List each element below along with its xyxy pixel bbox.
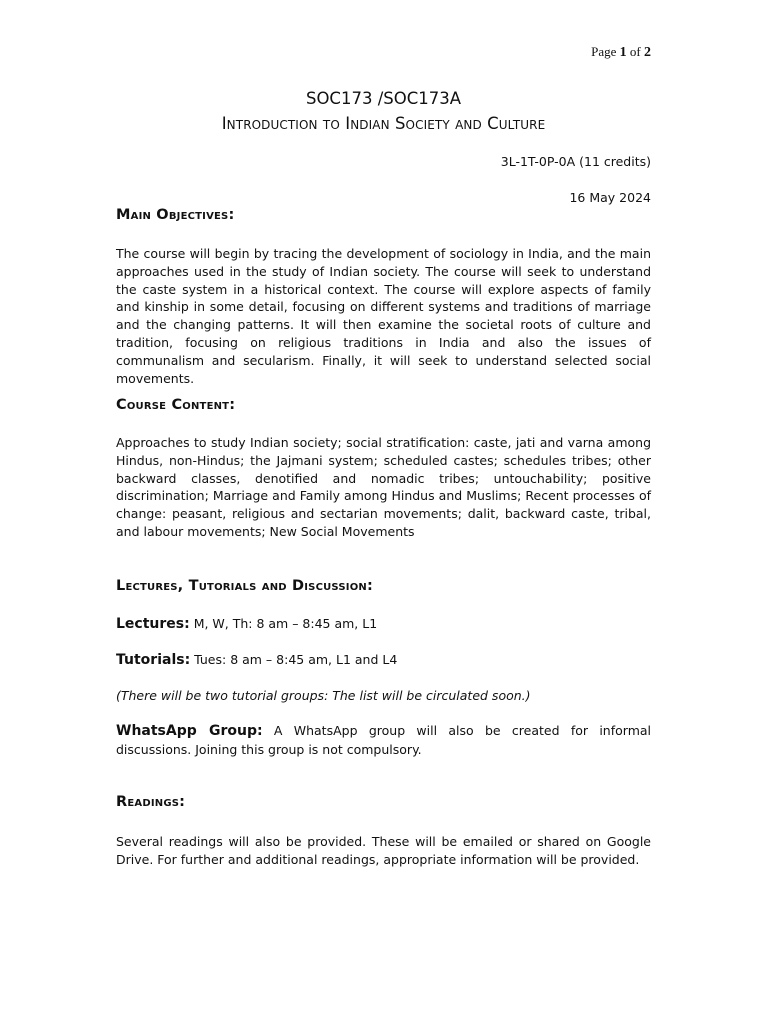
page-current: 1	[619, 45, 627, 60]
readings-heading: Readings:	[116, 794, 186, 810]
whatsapp-label: WhatsApp Group:	[116, 723, 263, 739]
page-total: 2	[644, 45, 651, 60]
tutorials-schedule: Tues: 8 am – 8:45 am, L1 and L4	[190, 652, 398, 667]
course-credits: 3L-1T-0P-0A (11 credits)	[500, 154, 651, 169]
tutorials-label: Tutorials:	[116, 652, 191, 668]
whatsapp-text: A WhatsApp group will also be created for informal discussions. Joining this group is not compulsory.	[116, 723, 651, 757]
objectives-heading: Main Objectives:	[116, 207, 235, 223]
page-of: of	[629, 44, 641, 59]
tutorials-line	[116, 651, 651, 670]
readings-text: Several readings will also be provided. These will be emailed or shared on Google Drive. For further and additional readings, appropriate information will be provided.	[116, 834, 651, 867]
lectures-schedule: M, W, Th: 8 am – 8:45 am, L1	[189, 616, 378, 631]
course-content-text: Approaches to study Indian society; social stratification: caste, jati and varna among Hindus, non-Hindus; the Jajmani system; scheduled castes; schedules tribes; other backward classes, denotified and nomadic tribes; untouchability; positive discrimination; Marriage and Family among Hindus and Muslims; Recent processes of change: peasant, religious and sectarian movements; dalit, backward caste, tribal, and labour movements; New Social Movements	[116, 435, 651, 539]
lectures-heading: Lectures, Tutorials and Discussion:	[116, 578, 373, 594]
whatsapp-paragraph	[116, 722, 651, 759]
course-content-heading: Course Content:	[116, 397, 236, 413]
course-code: SOC173 /SOC173A	[305, 89, 462, 108]
page-number	[591, 44, 651, 61]
course-title: Introduction to Indian Society and Culture	[221, 114, 546, 133]
document-date: 16 May 2024	[569, 190, 651, 205]
page-word: Page	[591, 44, 617, 59]
lectures-label: Lectures:	[116, 616, 190, 632]
lectures-line	[116, 615, 651, 634]
tutorial-groups-note: (There will be two tutorial groups: The list will be circulated soon.)	[116, 688, 531, 703]
objectives-text: The course will begin by tracing the development of sociology in India, and the main approaches used in the study of Indian society. The course will seek to understand the caste system in a historical context. The course will explore aspects of family and kinship in some detail, focusing on different systems and traditions of marriage and the changing patterns. It will then examine the societal roots of culture and tradition, focusing on religious traditions in India and also the issues of communalism and secularism. Finally, it will seek to understand selected social movements.	[116, 246, 651, 386]
